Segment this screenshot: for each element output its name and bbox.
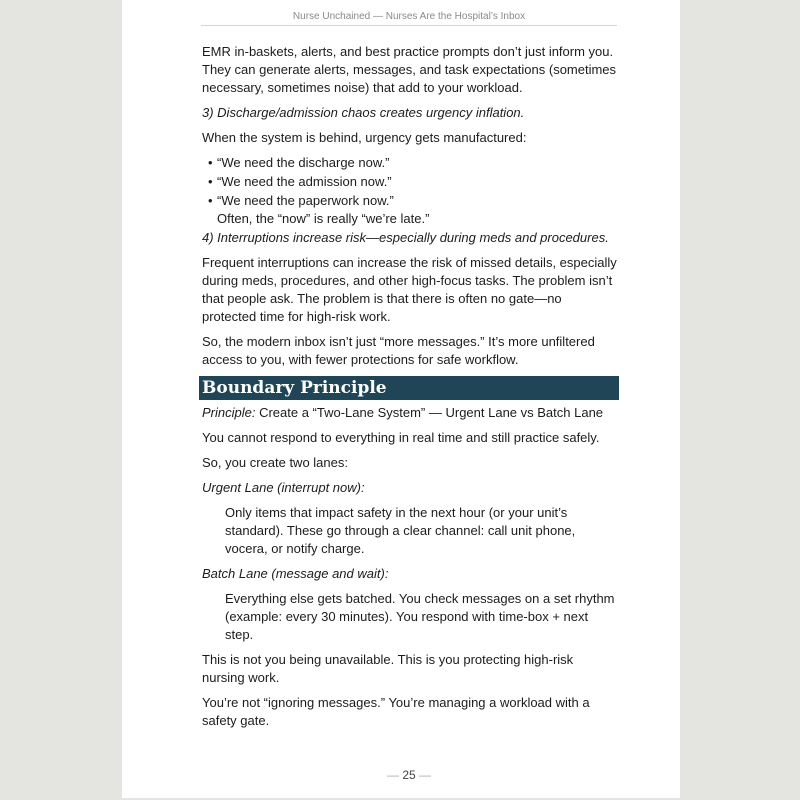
subheading-discharge-chaos: 3) Discharge/admission chaos creates urgency inflation. [202, 105, 525, 120]
batch-lane-text: Everything else gets batched. You check messages on a set rhythm (example: every 30 minutes). You respond with time-box + next step. [225, 591, 615, 642]
running-header: Nurse Unchained — Nurses Are the Hospital’s Inbox [292, 11, 526, 22]
paragraph-system-behind: When the system is behind, urgency gets manufactured: [202, 130, 527, 145]
page-content [202, 43, 618, 737]
book-page [122, 0, 680, 798]
bullet-icon: • [208, 155, 213, 170]
principle-line [202, 404, 618, 422]
paragraph-real-time: You cannot respond to everything in real time and still practice safely. [202, 430, 600, 445]
principle-label: Principle: [202, 405, 256, 420]
page-number-value: 25 [402, 768, 416, 782]
urgency-bullet-list [202, 154, 618, 210]
principle-text: Create a “Two-Lane System” — Urgent Lane vs Batch Lane [255, 405, 604, 420]
paragraph-interruptions: Frequent interruptions can increase the risk of missed details, especially during meds, procedures, and other high-focus tasks. The problem isn’t that people ask. The problem is that there is often no gate—no protected time for high-risk work. [202, 255, 617, 324]
header-divider [201, 25, 617, 26]
urgent-lane-text: Only items that impact safety in the next hour (or your unit’s standard). These go through a clear channel: call unit phone, vocera, or notify charge. [225, 505, 576, 556]
paragraph-two-lanes: So, you create two lanes: [202, 455, 348, 470]
page-number-dash-right: — [419, 768, 432, 782]
page-number-dash-left: — [386, 768, 399, 782]
subheading-interruptions: 4) Interruptions increase risk—especially during meds and procedures. [202, 230, 609, 245]
list-item: • “We need the paperwork now.” [208, 193, 394, 208]
page-number [201, 767, 617, 783]
bullet-icon: • [208, 174, 213, 189]
batch-lane-label: Batch Lane (message and wait): [202, 566, 389, 581]
list-item: • “We need the admission now.” [208, 174, 392, 189]
bullet-continuation: Often, the “now” is really “we’re late.” [217, 211, 430, 226]
paragraph-safety-gate: You’re not “ignoring messages.” You’re managing a workload with a safety gate. [202, 695, 590, 728]
bullet-icon: • [208, 193, 213, 208]
paragraph-not-unavailable: This is not you being unavailable. This is you protecting high-risk nursing work. [202, 652, 574, 685]
urgent-lane-label: Urgent Lane (interrupt now): [202, 480, 365, 495]
list-item: • “We need the discharge now.” [208, 155, 390, 170]
paragraph-modern-inbox: So, the modern inbox isn’t just “more messages.” It’s more unfiltered access to you, with fewer protections for safe workflow. [202, 334, 595, 367]
section-heading: Boundary Principle [199, 376, 619, 400]
paragraph-emr: EMR in-baskets, alerts, and best practice prompts don’t just inform you. They can generate alerts, messages, and task expectations (sometimes necessary, sometimes noise) that add to your workload. [202, 44, 617, 95]
